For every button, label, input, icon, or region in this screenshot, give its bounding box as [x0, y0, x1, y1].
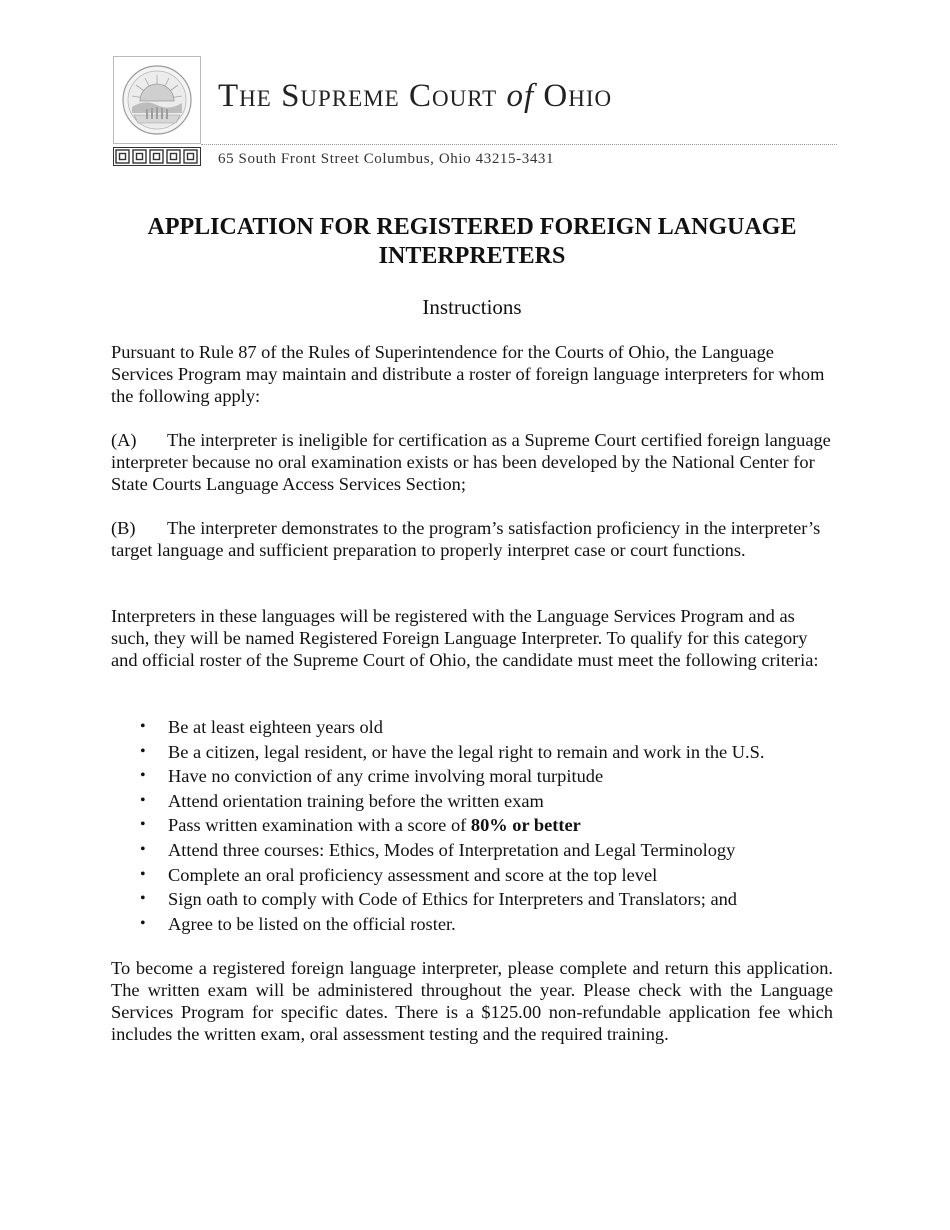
ohio-seal-icon	[120, 63, 194, 137]
court-name	[218, 78, 612, 115]
criteria-text: Be a citizen, legal resident, or have the legal right to remain and work in the U.S.	[168, 741, 765, 762]
bullet-icon: •	[140, 767, 146, 785]
list-item	[140, 864, 764, 889]
item-b-label: (B)	[111, 518, 136, 538]
criteria-text: Be at least eighteen years old	[168, 717, 383, 737]
court-address: 65 South Front Street Columbus, Ohio 43215-3431	[218, 151, 555, 167]
section-subtitle: Instructions	[422, 295, 522, 319]
closing-paragraph: To become a registered foreign language interpreter, please complete and return this application. The written exam will be administered throughout the year. Please check with the Language Services Program for specific dates. There is a $125.00 non-refundable application fee which includes the written exam, oral assessment testing and the required training.	[111, 958, 833, 1044]
list-item	[140, 888, 764, 913]
criteria-score-bold: 80% or better	[470, 815, 581, 836]
bullet-icon: •	[140, 791, 146, 809]
list-item	[140, 741, 764, 766]
list-item	[140, 913, 764, 938]
criteria-text: Attend orientation training before the written exam	[168, 790, 544, 811]
page-title	[113, 213, 831, 271]
bullet-icon: •	[140, 914, 146, 932]
criteria-text: Pass written examination with a score of	[168, 815, 471, 836]
item-a-text: The interpreter is ineligible for certification as a Supreme Court certified foreign language interpreter because no oral examination exists or has been developed by the National Center for State Courts Language Access Services Section;	[111, 430, 831, 494]
list-item	[140, 814, 764, 839]
criteria-text: Have no conviction of any crime involving moral turpitude	[168, 766, 604, 787]
letterhead-rule	[201, 144, 837, 145]
seal-frame	[113, 56, 201, 144]
bullet-icon: •	[140, 816, 146, 834]
list-item	[140, 765, 764, 790]
list-item	[140, 839, 764, 864]
page-title-line2: INTERPRETERS	[378, 243, 566, 269]
criteria-text: Attend three courses: Ethics, Modes of Interpretation and Legal Terminology	[168, 839, 736, 860]
registration-paragraph: Interpreters in these languages will be registered with the Language Services Program and as such, they will be named Registered Foreign Language Interpreter. To qualify for this category and official roster of the Supreme Court of Ohio, the candidate must meet the following criteria:	[111, 606, 819, 670]
item-b-paragraph	[111, 517, 833, 561]
bullet-icon: •	[140, 742, 146, 760]
criteria-text: Agree to be listed on the official roster.	[168, 913, 456, 934]
court-name-of: of	[506, 78, 535, 114]
bullet-icon: •	[140, 718, 146, 735]
item-a-paragraph	[111, 429, 833, 495]
intro-paragraph: Pursuant to Rule 87 of the Rules of Superintendence for the Courts of Ohio, the Language Services Program may maintain and distribute a roster of foreign language interpreters for whom the following apply:	[111, 342, 825, 406]
court-name-suffix: Ohio	[543, 78, 613, 114]
list-item	[140, 716, 764, 741]
court-name-prefix: The Supreme Court	[218, 78, 498, 114]
greek-key-border	[113, 147, 201, 166]
bullet-icon: •	[140, 890, 146, 908]
bullet-icon: •	[140, 865, 146, 883]
page-title-line1: APPLICATION FOR REGISTERED FOREIGN LANGUAGE	[147, 214, 797, 240]
item-a-label: (A)	[111, 430, 137, 450]
criteria-text: Complete an oral proficiency assessment and score at the top level	[168, 864, 658, 885]
item-b-text: The interpreter demonstrates to the program’s satisfaction proficiency in the interpreter’s target language and sufficient preparation to properly interpret case or court functions.	[111, 518, 821, 560]
bullet-icon: •	[140, 840, 146, 858]
list-item	[140, 790, 764, 815]
criteria-list	[140, 716, 764, 937]
criteria-text: Sign oath to comply with Code of Ethics for Interpreters and Translators; and	[168, 889, 737, 910]
